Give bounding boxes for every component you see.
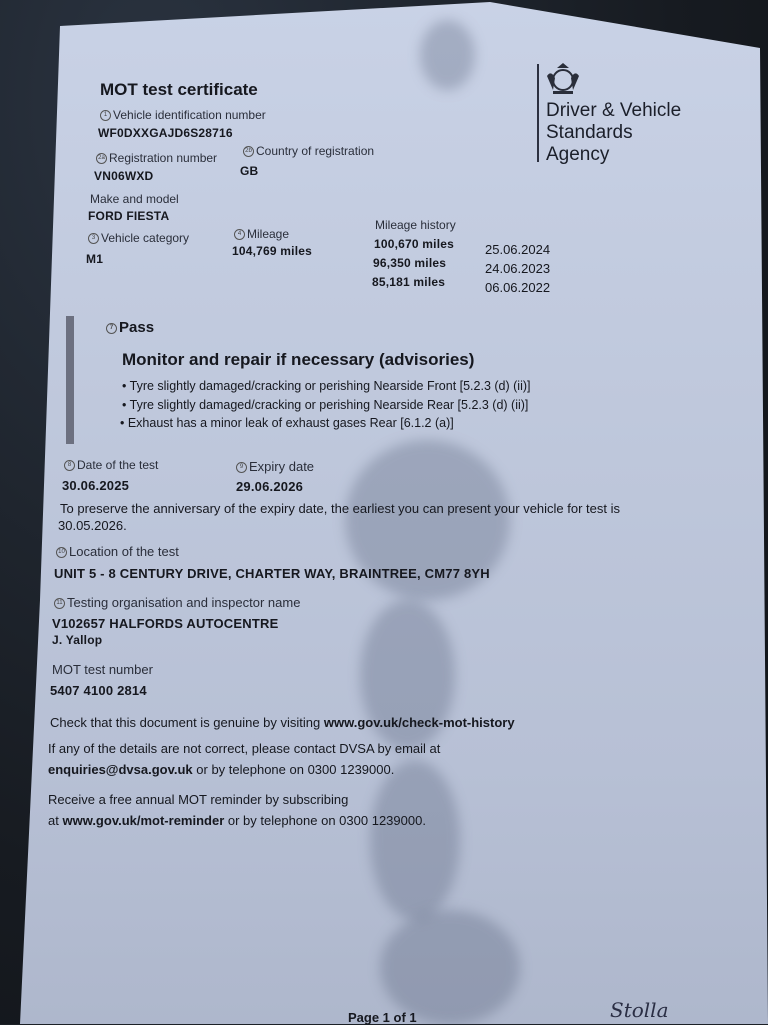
test-number-value: 5407 4100 2814: [50, 683, 147, 698]
test-number-label: MOT test number: [52, 662, 153, 677]
vin-value: WF0DXXGAJD6S28716: [98, 126, 233, 140]
organisation-value: V102657 HALFORDS AUTOCENTRE: [52, 616, 279, 631]
history-miles: 85,181 miles: [372, 275, 446, 289]
category-label: 3 Vehicle category: [88, 231, 189, 245]
registration-label: 2a Registration number: [96, 151, 217, 165]
expiry-date-label: 9 Expiry date: [236, 459, 314, 474]
mileage-history-label: Mileage history: [375, 218, 456, 232]
preserve-note: To preserve the anniversary of the expiry date, the earliest you can present your vehicle for test is: [60, 501, 621, 516]
agency-name-line-3: Agency: [546, 144, 610, 165]
test-date-value: 30.06.2025: [62, 478, 130, 493]
contact-line: If any of the details are not correct, please contact DVSA by email at: [48, 741, 441, 756]
vin-label: 1 Vehicle identification number: [100, 108, 266, 122]
make-label: Make and model: [90, 192, 179, 206]
advisory-heading: Monitor and repair if necessary (advisories): [122, 350, 475, 369]
country-label: 2b Country of registration: [243, 144, 374, 158]
agency-name-line-1: Driver & Vehicle: [546, 100, 682, 121]
crest-icon: [543, 62, 583, 101]
signature: Stolla: [610, 998, 669, 1022]
preserve-note-date: 30.05.2026.: [58, 518, 127, 533]
expiry-date-value: 29.06.2026: [236, 479, 304, 494]
mot-reminder-link[interactable]: www.gov.uk/mot-reminder: [62, 813, 225, 828]
history-date: 24.06.2023: [485, 261, 551, 276]
check-mot-history-link[interactable]: www.gov.uk/check-mot-history: [323, 715, 515, 730]
result-bar: [66, 316, 74, 444]
contact-email-link[interactable]: enquiries@dvsa.gov.uk: [48, 762, 193, 777]
logo-divider: [537, 64, 539, 162]
contact-line-2: enquiries@dvsa.gov.uk or by telephone on 0300 1239000.: [48, 762, 395, 777]
reminder-line-2: at www.gov.uk/mot-reminder or by telephone on 0300 1239000.: [48, 813, 426, 828]
make-value: FORD FIESTA: [88, 209, 170, 223]
history-date: 06.06.2022: [485, 280, 551, 295]
history-date: 25.06.2024: [485, 242, 551, 257]
country-value: GB: [240, 164, 259, 178]
page-title: MOT test certificate: [100, 80, 258, 99]
mileage-label: 4 Mileage: [234, 227, 289, 241]
result-label: 7 Pass: [106, 319, 154, 336]
location-value: UNIT 5 - 8 CENTURY DRIVE, CHARTER WAY, BRAINTREE, CM77 8YH: [54, 566, 490, 581]
mileage-value: 104,769 miles: [232, 244, 312, 258]
registration-value: VN06WXD: [94, 169, 154, 183]
category-value: M1: [86, 252, 104, 266]
history-miles: 96,350 miles: [373, 256, 447, 270]
advisory-item: • Tyre slightly damaged/cracking or perishing Nearside Front [5.2.3 (d) (ii)]: [122, 379, 531, 393]
inspector-name: J. Yallop: [52, 633, 103, 647]
agency-name-line-2: Standards: [546, 122, 633, 143]
page-indicator: Page 1 of 1: [348, 1010, 417, 1025]
advisory-item: • Tyre slightly damaged/cracking or perishing Nearside Rear [5.2.3 (d) (ii)]: [122, 398, 529, 412]
location-label: 10 Location of the test: [56, 544, 179, 559]
check-genuine-line: Check that this document is genuine by visiting www.gov.uk/check-mot-history: [50, 715, 515, 730]
history-miles: 100,670 miles: [374, 237, 454, 251]
advisory-item: • Exhaust has a minor leak of exhaust gases Rear [6.1.2 (a)]: [120, 416, 454, 430]
organisation-label: 11 Testing organisation and inspector name: [54, 595, 300, 610]
test-date-label: 8 Date of the test: [64, 458, 158, 472]
reminder-line: Receive a free annual MOT reminder by subscribing: [48, 792, 349, 807]
